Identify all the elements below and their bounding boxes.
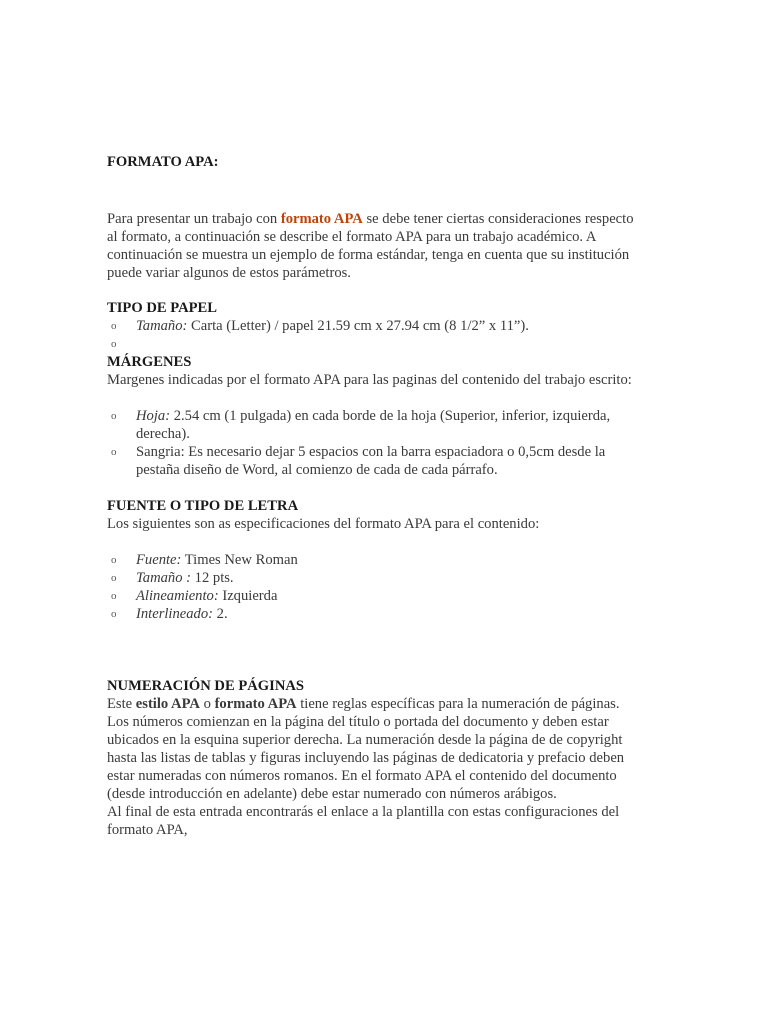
list-item: o Tamaño: Carta (Letter) / papel 21.59 cm x 27.94 cm (8 1/2” x 11”). (111, 318, 529, 334)
papel-list (107, 317, 647, 353)
list-item: o Sangria: Es necesario dejar 5 espacios con la barra espaciadora o 0,5cm desde la pestaña diseño de Word, al comienzo de cada de cada párrafo. (111, 444, 606, 478)
list-item: o Hoja: 2.54 cm (1 pulgada) en cada borde de la hoja (Superior, inferior, izquierda, derecha). (111, 408, 611, 442)
heading-tipo-papel: TIPO DE PAPEL (107, 300, 218, 316)
section-numeracion: NUMERACIÓN DE PÁGINAS Este estilo APA o formato APA tiene reglas específicas para la numeración de páginas. Los números comienzan en la página del título o portada del documento y deben estar ubicados en la esquina superior derecha. La numeración desde la página de de copyright hasta las listas de tablas y figuras incluyendo las páginas de dedicatoria y prefacio deben estar numeradas con números romanos. En el formato APA el contenido del documento (desde introducción en adelante) debe estar numerado con números arábigos. Al final de esta entrada encontrarás el enlace a la plantilla con estas configuraciones del formato APA, (107, 677, 647, 839)
heading-margenes: MÁRGENES (107, 354, 192, 370)
fuente-list (107, 551, 647, 623)
intro-paragraph: Para presentar un trabajo con formato APA se debe tener ciertas consideraciones respecto al formato, a continuación se describe el formato APA para un trabajo académico. A continuación se muestra un ejemplo de forma estándar, tenga en cuenta que su institución puede variar algunos de estos parámetros. (107, 211, 634, 281)
list-item: o Alineamiento: Izquierda (111, 588, 278, 604)
list-item: o Interlineado: 2. (111, 606, 228, 622)
highlight-formato-apa: formato APA (280, 211, 363, 227)
heading-numeracion: NUMERACIÓN DE PÁGINAS (107, 678, 305, 694)
section-fuente: FUENTE O TIPO DE LETRA Los siguientes son as especificaciones del formato APA para el contenido: o Fuente: Times New Roman o Tamaño : 12 pts. o Alineamiento: Izquierda o Interlineado: 2. (107, 497, 647, 623)
margenes-list (107, 407, 647, 479)
section-margenes: MÁRGENES Margenes indicadas por el formato APA para las paginas del contenido del trabajo escrito: o Hoja: 2.54 cm (1 pulgada) en cada borde de la hoja (Superior, inferior, izquierda, derecha). o Sangria: Es necesario dejar 5 espacios con la barra espaciadora o 0,5cm desde la pestaña diseño de Word, al comienzo de cada de cada párrafo. (107, 353, 647, 479)
list-item: o Tamaño : 12 pts. (111, 570, 234, 586)
section-tipo-papel (107, 299, 647, 353)
document-title: FORMATO APA: (107, 154, 219, 170)
list-item-empty: o (111, 338, 117, 350)
heading-fuente: FUENTE O TIPO DE LETRA (107, 498, 299, 514)
list-item: o Fuente: Times New Roman (111, 552, 298, 568)
